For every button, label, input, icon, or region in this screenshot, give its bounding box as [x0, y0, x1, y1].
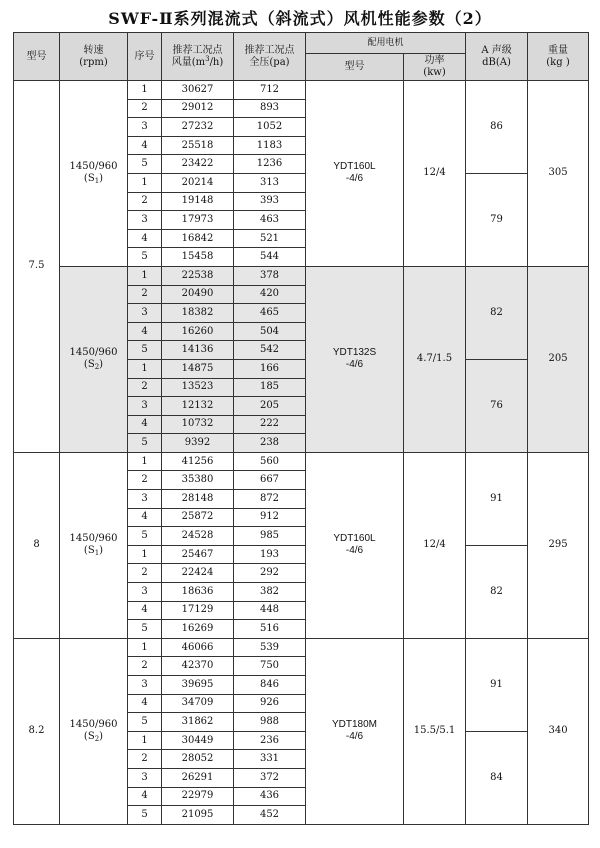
header-power: 功率 (kw) — [404, 54, 466, 81]
pressure-cell: 452 — [234, 806, 306, 825]
pressure-cell: 560 — [234, 452, 306, 471]
pressure-cell: 1183 — [234, 136, 306, 155]
table-row — [14, 81, 589, 100]
seq-cell: 3 — [128, 118, 162, 137]
pressure-cell: 238 — [234, 434, 306, 453]
seq-cell: 5 — [128, 713, 162, 732]
speed-mode-suffix: ) — [99, 359, 104, 371]
flow-cell: 46066 — [162, 638, 234, 657]
speed-value: 1450/960 — [69, 347, 118, 359]
seq-cell: 1 — [128, 359, 162, 378]
flow-cell: 31862 — [162, 713, 234, 732]
seq-cell: 1 — [128, 173, 162, 192]
flow-cell: 28148 — [162, 490, 234, 509]
pressure-cell: 1236 — [234, 155, 306, 174]
model-cell: 8 — [14, 452, 60, 638]
speed-mode-subscript: 2 — [94, 735, 100, 744]
speed-mode-subscript: 2 — [94, 363, 100, 372]
table-row — [14, 638, 589, 657]
flow-cell: 30449 — [162, 731, 234, 750]
speed-cell — [60, 81, 128, 267]
flow-cell: 16269 — [162, 620, 234, 639]
pressure-cell: 893 — [234, 99, 306, 118]
flow-cell: 29012 — [162, 99, 234, 118]
header-motor-model: 型号 — [306, 54, 404, 81]
motor-model-cell — [306, 638, 404, 824]
pressure-cell: 988 — [234, 713, 306, 732]
seq-cell: 3 — [128, 676, 162, 695]
pressure-cell: 205 — [234, 397, 306, 416]
header-model: 型号 — [14, 33, 60, 81]
flow-cell: 9392 — [162, 434, 234, 453]
seq-cell: 5 — [128, 248, 162, 267]
speed-value: 1450/960 — [69, 161, 118, 173]
seq-cell: 3 — [128, 211, 162, 230]
power-cell: 12/4 — [404, 452, 466, 638]
header-motor: 配用电机 — [306, 33, 466, 54]
table-row — [14, 266, 589, 285]
header-weight: 重量 (kg ) — [528, 33, 589, 81]
seq-cell: 3 — [128, 583, 162, 602]
flow-cell: 22538 — [162, 266, 234, 285]
seq-cell: 3 — [128, 490, 162, 509]
pressure-cell: 712 — [234, 81, 306, 100]
noise-cell-high: 91 — [466, 452, 528, 545]
seq-cell: 1 — [128, 266, 162, 285]
noise-cell-high: 86 — [466, 81, 528, 174]
header-pressure: 推荐工况点 全压(pa) — [234, 33, 306, 81]
header-seq: 序号 — [128, 33, 162, 81]
flow-cell: 34709 — [162, 694, 234, 713]
speed-value: 1450/960 — [69, 719, 118, 731]
speed-mode-suffix: ) — [99, 173, 104, 185]
seq-cell: 5 — [128, 620, 162, 639]
flow-cell: 14875 — [162, 359, 234, 378]
seq-cell: 4 — [128, 229, 162, 248]
seq-cell: 4 — [128, 601, 162, 620]
pressure-cell: 544 — [234, 248, 306, 267]
flow-cell: 39695 — [162, 676, 234, 695]
pressure-cell: 926 — [234, 694, 306, 713]
pressure-cell: 465 — [234, 304, 306, 323]
noise-cell-low: 82 — [466, 545, 528, 638]
motor-model-cell — [306, 81, 404, 267]
seq-cell: 4 — [128, 508, 162, 527]
pressure-cell: 448 — [234, 601, 306, 620]
pressure-cell: 912 — [234, 508, 306, 527]
flow-cell: 22979 — [162, 787, 234, 806]
motor-model-value: YDT160L — [333, 161, 376, 173]
flow-cell: 18636 — [162, 583, 234, 602]
seq-cell: 3 — [128, 768, 162, 787]
motor-model-value: YDT132S — [332, 347, 377, 359]
noise-cell-low: 76 — [466, 359, 528, 452]
seq-cell: 4 — [128, 322, 162, 341]
pressure-cell: 504 — [234, 322, 306, 341]
flow-cell: 20214 — [162, 173, 234, 192]
header-speed: 转速 (rpm) — [60, 33, 128, 81]
noise-cell-low: 84 — [466, 731, 528, 824]
pressure-cell: 382 — [234, 583, 306, 602]
flow-cell: 42370 — [162, 657, 234, 676]
motor-model-value: YDT180M — [331, 719, 377, 731]
seq-cell: 2 — [128, 192, 162, 211]
motor-model-cell — [306, 452, 404, 638]
flow-cell: 13523 — [162, 378, 234, 397]
table-header — [14, 33, 589, 81]
flow-cell: 12132 — [162, 397, 234, 416]
performance-table — [13, 32, 589, 825]
seq-cell: 4 — [128, 694, 162, 713]
speed-mode-prefix: (S — [83, 173, 95, 185]
seq-cell: 1 — [128, 731, 162, 750]
motor-poles-value: -4/6 — [345, 173, 364, 185]
pressure-cell: 222 — [234, 415, 306, 434]
speed-value: 1450/960 — [69, 533, 118, 545]
seq-cell: 2 — [128, 657, 162, 676]
pressure-cell: 846 — [234, 676, 306, 695]
noise-cell-high: 91 — [466, 638, 528, 731]
motor-poles-value: -4/6 — [345, 731, 364, 743]
speed-cell — [60, 266, 128, 452]
flow-cell: 17129 — [162, 601, 234, 620]
speed-cell — [60, 638, 128, 824]
speed-cell — [60, 452, 128, 638]
speed-mode-prefix: (S — [83, 731, 95, 743]
motor-poles-value: -4/6 — [345, 545, 364, 557]
power-cell: 12/4 — [404, 81, 466, 267]
pressure-cell: 185 — [234, 378, 306, 397]
page-title: SWF-Ⅱ系列混流式（斜流式）风机性能参数（2） — [108, 9, 492, 28]
flow-cell: 24528 — [162, 527, 234, 546]
flow-cell: 19148 — [162, 192, 234, 211]
seq-cell: 3 — [128, 304, 162, 323]
weight-cell: 305 — [528, 81, 589, 267]
seq-cell: 2 — [128, 378, 162, 397]
header-flow: 推荐工况点 风量$(m^3/h)$ — [162, 33, 234, 81]
pressure-cell: 872 — [234, 490, 306, 509]
pressure-cell: 331 — [234, 750, 306, 769]
pressure-cell: 542 — [234, 341, 306, 360]
noise-cell-high: 82 — [466, 266, 528, 359]
pressure-cell: 463 — [234, 211, 306, 230]
flow-cell: 18382 — [162, 304, 234, 323]
speed-mode-prefix: (S — [83, 545, 95, 557]
flow-cell: 17973 — [162, 211, 234, 230]
flow-cell: 28052 — [162, 750, 234, 769]
seq-cell: 1 — [128, 81, 162, 100]
speed-mode-suffix: ) — [99, 545, 104, 557]
pressure-cell: 372 — [234, 768, 306, 787]
flow-cell: 25872 — [162, 508, 234, 527]
seq-cell: 5 — [128, 434, 162, 453]
flow-cell: 10732 — [162, 415, 234, 434]
pressure-cell: 667 — [234, 471, 306, 490]
pressure-cell: 378 — [234, 266, 306, 285]
header-noise: A 声级 dB(A) — [466, 33, 528, 81]
pressure-cell: 436 — [234, 787, 306, 806]
seq-cell: 2 — [128, 750, 162, 769]
pressure-cell: 521 — [234, 229, 306, 248]
pressure-cell: 420 — [234, 285, 306, 304]
weight-cell: 340 — [528, 638, 589, 824]
flow-cell: 23422 — [162, 155, 234, 174]
table-body — [14, 81, 589, 825]
seq-cell: 2 — [128, 99, 162, 118]
seq-cell: 4 — [128, 136, 162, 155]
table-row — [14, 452, 589, 471]
pressure-cell: 393 — [234, 192, 306, 211]
pressure-cell: 985 — [234, 527, 306, 546]
seq-cell: 2 — [128, 564, 162, 583]
flow-cell: 16260 — [162, 322, 234, 341]
flow-cell: 21095 — [162, 806, 234, 825]
model-cell: 7.5 — [14, 81, 60, 453]
model-cell: 8.2 — [14, 638, 60, 824]
flow-cell: 25467 — [162, 545, 234, 564]
flow-cell: 27232 — [162, 118, 234, 137]
speed-mode-prefix: (S — [83, 359, 95, 371]
seq-cell: 2 — [128, 471, 162, 490]
seq-cell: 5 — [128, 155, 162, 174]
speed-mode-subscript: 1 — [94, 177, 100, 186]
flow-cell: 41256 — [162, 452, 234, 471]
seq-cell: 1 — [128, 638, 162, 657]
weight-cell: 295 — [528, 452, 589, 638]
power-cell: 15.5/5.1 — [404, 638, 466, 824]
seq-cell: 5 — [128, 527, 162, 546]
flow-cell: 35380 — [162, 471, 234, 490]
motor-poles-value: -4/6 — [345, 359, 364, 371]
pressure-cell: 292 — [234, 564, 306, 583]
pressure-cell: 1052 — [234, 118, 306, 137]
seq-cell: 5 — [128, 806, 162, 825]
motor-model-cell — [306, 266, 404, 452]
pressure-cell: 516 — [234, 620, 306, 639]
flow-cell: 16842 — [162, 229, 234, 248]
noise-cell-low: 79 — [466, 173, 528, 266]
flow-cell: 25518 — [162, 136, 234, 155]
seq-cell: 4 — [128, 415, 162, 434]
flow-cell: 26291 — [162, 768, 234, 787]
pressure-cell: 236 — [234, 731, 306, 750]
seq-cell: 4 — [128, 787, 162, 806]
motor-model-value: YDT160L — [333, 533, 376, 545]
seq-cell: 5 — [128, 341, 162, 360]
seq-cell: 1 — [128, 452, 162, 471]
seq-cell: 1 — [128, 545, 162, 564]
seq-cell: 3 — [128, 397, 162, 416]
speed-mode-suffix: ) — [99, 731, 104, 743]
flow-cell: 20490 — [162, 285, 234, 304]
flow-cell: 15458 — [162, 248, 234, 267]
pressure-cell: 539 — [234, 638, 306, 657]
flow-cell: 22424 — [162, 564, 234, 583]
speed-mode-subscript: 1 — [94, 549, 100, 558]
seq-cell: 2 — [128, 285, 162, 304]
power-cell: 4.7/1.5 — [404, 266, 466, 452]
flow-cell: 30627 — [162, 81, 234, 100]
flow-cell: 14136 — [162, 341, 234, 360]
pressure-cell: 313 — [234, 173, 306, 192]
pressure-cell: 750 — [234, 657, 306, 676]
weight-cell: 205 — [528, 266, 589, 452]
pressure-cell: 193 — [234, 545, 306, 564]
pressure-cell: 166 — [234, 359, 306, 378]
